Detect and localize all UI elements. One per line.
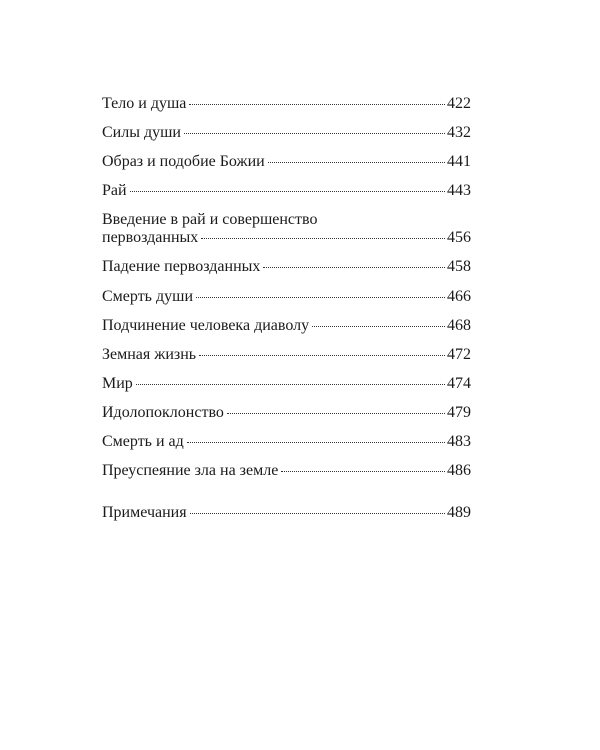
toc-entry-title-line2: первозданных	[102, 229, 199, 247]
toc-entry-page: 422	[447, 95, 471, 112]
toc-entry	[102, 211, 471, 247]
toc-entry-title: Образ и подобие Божии	[102, 153, 265, 171]
table-of-contents	[102, 95, 471, 533]
toc-entry-title: Падение первозданных	[102, 258, 261, 276]
toc-entry	[102, 462, 471, 480]
dot-leader	[201, 238, 445, 239]
dot-leader	[268, 162, 445, 163]
dot-leader	[227, 413, 445, 414]
dot-leader	[136, 384, 445, 385]
toc-entry-notes	[102, 504, 471, 522]
toc-entry-page: 456	[447, 229, 471, 247]
toc-entry-page: 458	[447, 258, 471, 276]
toc-entry-page: 443	[447, 182, 471, 200]
toc-entry	[102, 124, 471, 142]
toc-entry	[102, 153, 471, 171]
toc-notes-title: Примечания	[102, 504, 187, 522]
toc-entry	[102, 288, 471, 306]
toc-entry-title: Преуспеяние зла на земле	[102, 462, 279, 480]
dot-leader	[263, 267, 445, 268]
toc-entry-page: 486	[447, 462, 471, 480]
toc-entry-title: Мир	[102, 374, 133, 392]
toc-entry-title: Смерть и ад	[102, 433, 184, 451]
toc-entry-title: Подчинение человека диаволу	[102, 316, 310, 334]
toc-entry-page: 474	[447, 374, 471, 392]
toc-entry	[102, 433, 471, 451]
dot-leader	[281, 471, 445, 472]
toc-notes-page: 489	[447, 504, 471, 522]
toc-entry	[102, 182, 471, 200]
toc-entry-title: Идолопоклонство	[102, 403, 224, 421]
toc-entry-title-line1: Введение в рай и совершенство	[102, 211, 318, 229]
toc-entry-page: 466	[447, 287, 471, 305]
toc-entry	[102, 317, 471, 335]
dot-leader	[312, 326, 445, 327]
toc-entry-title: Рай	[102, 182, 127, 200]
toc-entry	[102, 95, 471, 113]
dot-leader	[189, 104, 445, 105]
toc-entry-page: 483	[447, 433, 471, 451]
dot-leader	[196, 297, 445, 298]
toc-entry	[102, 346, 471, 364]
dot-leader	[184, 133, 445, 134]
toc-entry-page: 468	[447, 316, 471, 334]
toc-entry-title: Тело и душа	[102, 95, 187, 112]
toc-entry-title: Силы души	[102, 124, 181, 142]
toc-entry-page: 472	[447, 345, 471, 363]
toc-entry	[102, 258, 471, 276]
toc-entry-title: Смерть души	[102, 287, 193, 305]
toc-entry-page: 441	[447, 153, 471, 171]
toc-entry	[102, 375, 471, 393]
toc-entry-page: 432	[447, 124, 471, 142]
toc-entry-title: Земная жизнь	[102, 345, 197, 363]
toc-entry-page: 479	[447, 403, 471, 421]
dot-leader	[199, 355, 445, 356]
toc-entry	[102, 404, 471, 422]
dot-leader	[130, 191, 445, 192]
dot-leader	[187, 442, 445, 443]
dot-leader	[190, 513, 445, 514]
